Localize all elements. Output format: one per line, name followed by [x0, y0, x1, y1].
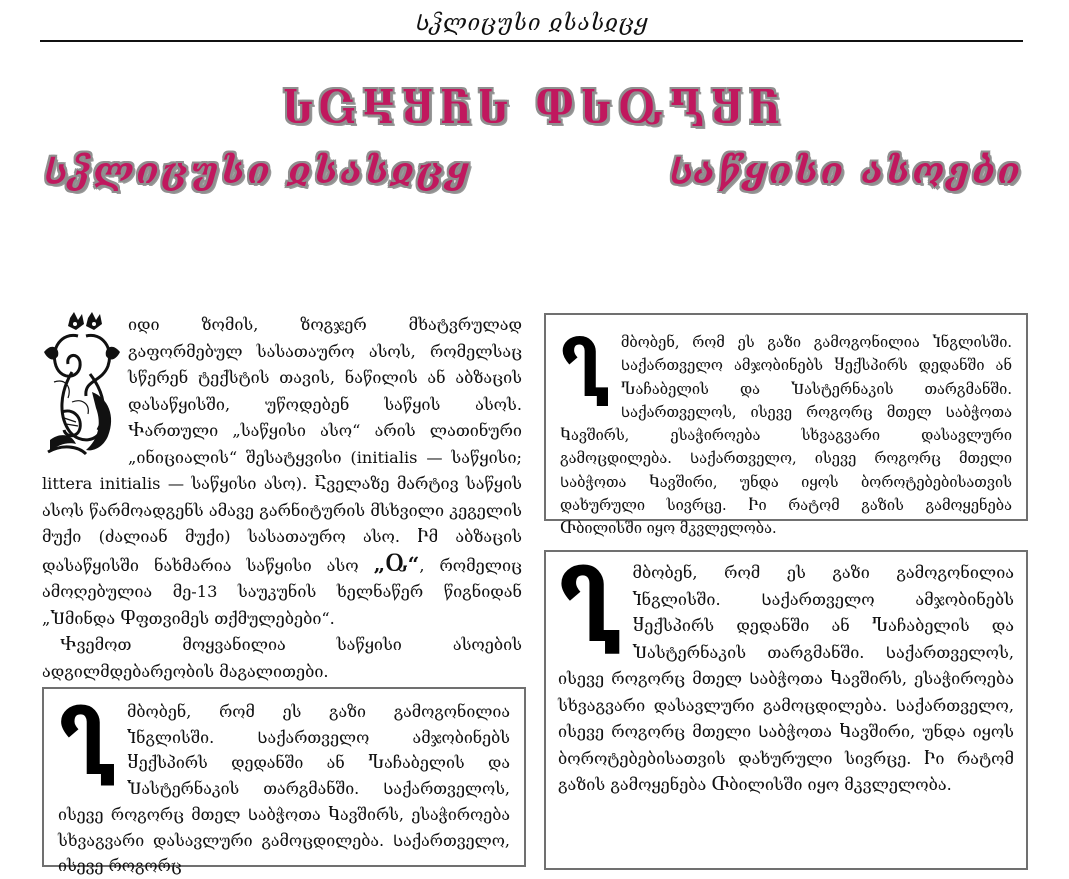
article-paragraph-1-end: , რომელიც ამოღებულია მე-13 საუკუნის ხელნაწერ წიგნიდან „Ⴎმინდა Ⴔფთვიმეს თქმულებები“.: [42, 555, 522, 628]
main-title: ႱႺႾႸႬႱ ႴႱႭႢႸႬ: [282, 86, 787, 133]
example-text: მბობენ, რომ ეს გაზი გამოგონილია Ⴈნგლისში. Საქართველო ამჯობინებს Ⴘექსპირს დედანში ან Ⴠაჩაბელის და Ⴎასტერნაკის თარგმანში. Საქართველოს, ისევე როგორც მთელ Საბჭოთა Ⴉავშირს, ესაჭიროება სხვაგვარი დასავლური გამოცდილება. Საქართველო, ისევე როგორც მთელი Საბჭოთა Ⴉავშირი, უნდა იყოს ბოროტებებისათვის დახურული სივრცე. Ⴡი რატომ გაზის გამოყენება Ⴇბილისში იყო მკვლელობა.: [560, 334, 1012, 538]
inline-initial-sample: „Ⴍ“: [373, 551, 420, 576]
subtitle-left: Სჴლიცუსი ჲსასჲცყ: [42, 150, 472, 192]
article-paragraph-1: იდი ზომის, ზოგჯერ მხატვრულად გაფორმებულ სასათაურო ასოს, რომელსაც სწერენ ტექსტის თავის, ნაწილის ან აბზაცის დასაწყისში, უწოდებენ საწყის ასოს. Ⴕართული „საწყისი ასო“ არის ლათინური „ინიციალის“ შესატყვისი (initialis — საწყისი; littera initialis — საწყისი ასო). Ⴀველაზე მარტივ საწყის ასოს წარმოადგენს ამავე გარნიტურის მსხვილი კეგელის მუქი (ძალიან მუქი) სასათაურო ასო. Ⴡმ აბზაცის დასაწყისში ნახმარია საწყისი ასო: [42, 315, 522, 575]
example-text: მბობენ, რომ ეს გაზი გამოგონილია Ⴈნგლისში. Საქართველო ამჯობინებს Ⴘექსპირს დედანში ან Ⴠაჩაბელის და Ⴎასტერნაკის თარგმანში. Საქართველოს, ისევე როგორც მთელ Საბჭოთა Ⴉავშირს, ესაჭიროება სხვაგვარი დასავლური გამოცდილება. Საქართველო, ისევე როგორც: [58, 702, 510, 876]
subtitle-right: Საწყისი ასოები: [667, 150, 1023, 192]
example-box-bottom-left: [42, 687, 526, 876]
header-rule: [40, 40, 1023, 42]
drop-cap-letter: Ⴂ: [558, 556, 621, 663]
example-box-top-right: [544, 313, 1028, 538]
drop-cap-letter: Ⴂ: [560, 329, 609, 413]
ornamental-initial-illustration: [42, 312, 122, 458]
running-head: Სჴლიცუსი ჲსასჲცყ: [414, 11, 649, 36]
example-box-bottom-right: [544, 550, 1028, 870]
article-column: [42, 312, 522, 685]
article-paragraph-2: Ⴕვემოთ მოყვანილია საწყისი ასოების ადგილმდებარეობის მაგალითები.: [42, 635, 522, 681]
example-text: მბობენ, რომ ეს გაზი გამოგონილია Ⴈნგლისში. Საქართველო ამჯობინებს Ⴘექსპირს დედანში ან Ⴠაჩაბელის და Ⴎასტერნაკის თარგმანში. Საქართველოს, ისევე როგორც მთელ Საბჭოთა Ⴉავშირს, ესაჭიროება სხვაგვარი დასავლური გამოცდილება. Საქართველო, ისევე როგორც მთელი Საბჭოთა Ⴉავშირი, უნდა იყოს ბოროტებებისათვის დახურული სივრცე. Ⴡი რატომ გაზის გამოყენება Ⴇბილისში იყო მკვლელობა.: [558, 563, 1014, 794]
drop-cap-letter: Ⴂ: [58, 696, 116, 794]
